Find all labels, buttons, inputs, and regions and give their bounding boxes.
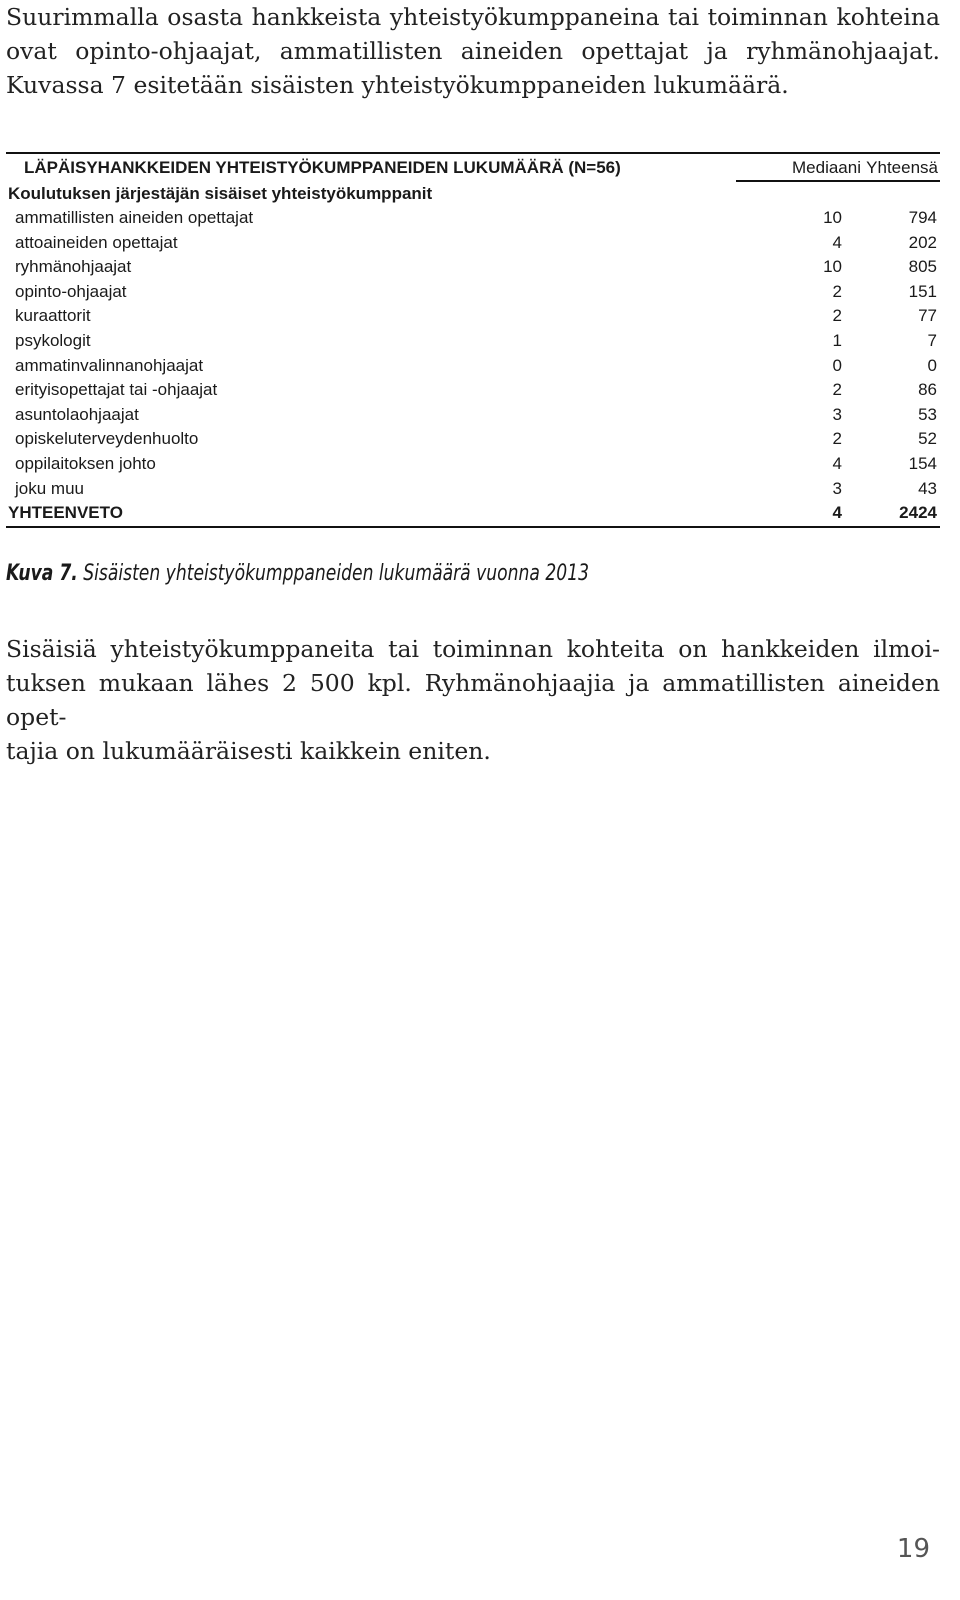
row-label: kuraattorit: [15, 306, 91, 326]
table-row: [6, 477, 940, 502]
row-median: 4: [832, 232, 842, 252]
figure-caption: [6, 561, 589, 586]
row-label: asuntolaohjaajat: [15, 404, 139, 424]
row-total: 0: [927, 355, 937, 375]
row-label: opinto-ohjaajat: [15, 281, 127, 301]
outro-line: tuksen mukaan lähes 2 500 kpl. Ryhmänohjaajia ja ammatillisten aineiden opet-: [6, 669, 940, 731]
table-title: LÄPÄISYHANKKEIDEN YHTEISTYÖKUMPPANEIDEN LUKUMÄÄRÄ (N=56): [24, 158, 621, 177]
row-label: ryhmänohjaajat: [15, 257, 132, 277]
table-row: [6, 378, 940, 403]
row-median: 3: [832, 404, 842, 424]
row-median: 1: [832, 330, 842, 350]
intro-paragraph: [6, 0, 940, 102]
row-total: 154: [908, 453, 937, 473]
intro-line: Suurimmalla osasta hankkeista yhteistyökumppaneina tai toiminnan kohteina: [6, 3, 940, 31]
row-median: 4: [832, 453, 842, 473]
table-row: [6, 206, 940, 231]
column-headers: [736, 154, 940, 182]
row-total: 794: [908, 208, 937, 227]
table-row: [6, 403, 940, 428]
table-row: [6, 280, 940, 305]
summary-row: [6, 501, 940, 528]
outro-line: tajia on lukumääräisesti kaikkein eniten.: [6, 737, 491, 765]
table-row: [6, 231, 940, 256]
row-median: 2: [832, 380, 842, 400]
row-label: opiskeluterveydenhuolto: [15, 429, 199, 449]
table-row: [6, 452, 940, 477]
row-median: 3: [832, 478, 842, 498]
row-total: 151: [908, 281, 937, 301]
table-row: [6, 427, 940, 452]
row-label: joku muu: [15, 478, 84, 498]
section-heading: Koulutuksen järjestäjän sisäiset yhteistyökumppanit: [8, 184, 433, 203]
row-total: 86: [918, 380, 937, 400]
row-median: 0: [832, 355, 842, 375]
row-total: 53: [918, 404, 937, 424]
outro-line: Sisäisiä yhteistyökumppaneita tai toiminnan kohteita on hankkeiden ilmoi-: [6, 635, 940, 663]
page-number: 19: [896, 1534, 930, 1564]
row-total: 805: [908, 257, 937, 277]
row-label: attoaineiden opettajat: [15, 232, 178, 252]
table-row: [6, 329, 940, 354]
caption-label: Kuva 7.: [6, 561, 78, 586]
outro-paragraph: [6, 632, 940, 768]
intro-line: Kuvassa 7 esitetään sisäisten yhteistyökumppaneiden lukumäärä.: [6, 71, 789, 99]
summary-label: YHTEENVETO: [8, 503, 123, 523]
intro-line: ovat opinto-ohjaajat, ammatillisten aineiden opettajat ja ryhmänohjaajat.: [6, 37, 940, 65]
collaborators-table: [6, 152, 940, 528]
table-row: [6, 255, 940, 280]
row-median: 2: [832, 429, 842, 449]
table-row: [6, 354, 940, 379]
row-label: erityisopettajat tai -ohjaajat: [15, 380, 218, 400]
row-median: 2: [832, 306, 842, 326]
summary-median: 4: [832, 503, 842, 523]
caption-text: Sisäisten yhteistyökumppaneiden lukumäärä vuonna 2013: [83, 561, 590, 586]
table-header: [6, 152, 940, 182]
row-label: ammatillisten aineiden opettajat: [15, 208, 254, 227]
row-total: 43: [918, 478, 937, 498]
row-median: 2: [832, 281, 842, 301]
total-column-header: Yhteensä: [866, 158, 938, 177]
table-row: [6, 304, 940, 329]
row-label: oppilaitoksen johto: [15, 453, 156, 473]
row-total: 77: [918, 306, 937, 326]
row-total: 52: [918, 429, 937, 449]
row-total: 7: [927, 330, 937, 350]
summary-total: 2424: [899, 503, 937, 523]
row-median: 10: [823, 208, 842, 227]
row-total: 202: [908, 232, 937, 252]
row-median: 10: [823, 257, 842, 277]
median-column-header: Mediaani: [792, 158, 861, 177]
row-label: psykologit: [15, 330, 91, 350]
row-label: ammatinvalinnanohjaajat: [15, 355, 204, 375]
